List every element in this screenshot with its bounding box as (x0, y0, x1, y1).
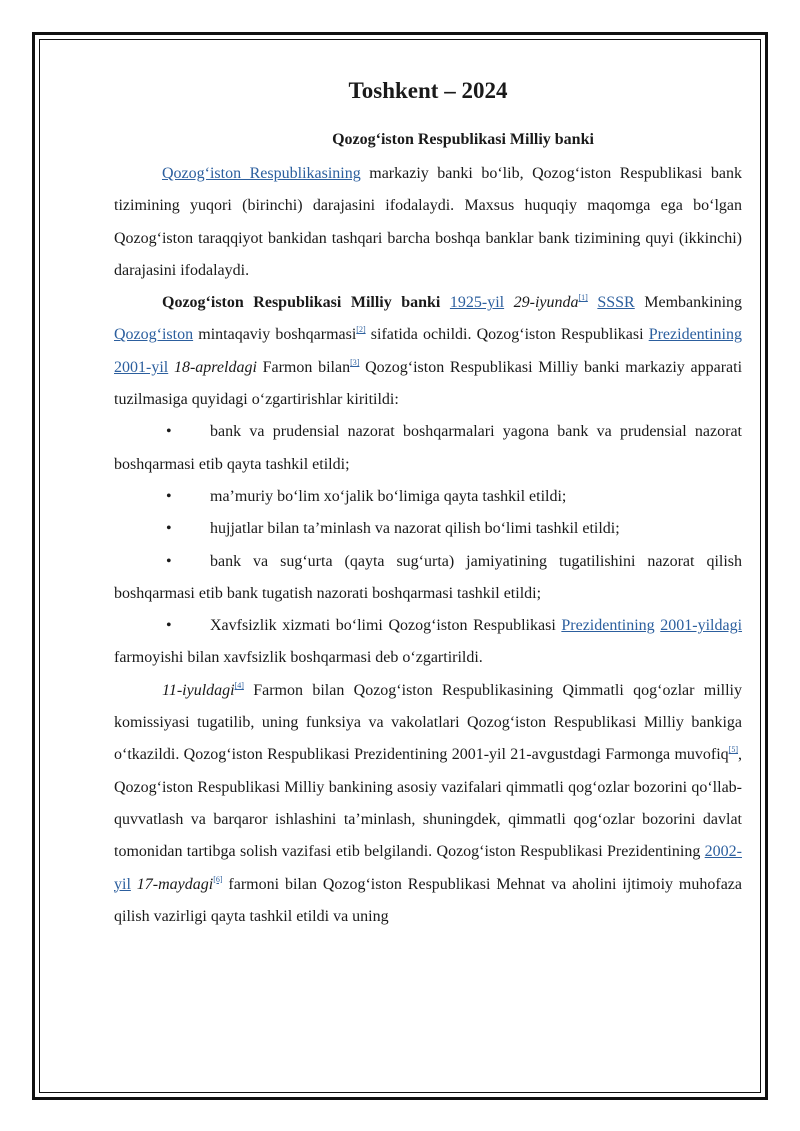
paragraph-text: mintaqaviy boshqarmasi (193, 326, 357, 344)
link-year-2001-alt[interactable]: 2001-yildagi (660, 617, 743, 635)
list-item (114, 513, 742, 545)
link-sssr[interactable]: SSSR (597, 294, 635, 312)
footnote-ref-3[interactable]: [3] (350, 357, 360, 367)
bullet-icon: • (166, 520, 172, 538)
list-item (114, 481, 742, 513)
list-item-text: farmoyishi bilan xavfsizlik boshqarmasi deb o‘zgartirildi. (114, 649, 483, 667)
link-kazakhstan[interactable]: Qozog‘iston (114, 326, 194, 344)
date-april-18: 18-apreldagi (173, 358, 257, 376)
paragraph-text: sifatida ochildi. Qozog‘iston Respublikasi (365, 326, 649, 344)
page-title: Toshkent – 2024 (348, 78, 508, 103)
paragraph-intro-text: markaziy banki bo‘lib, Qozog‘iston Respublikasi bank tizimining yuqori (birinchi) darajasini ifodalaydi. Maxsus huquqiy maqomga ega bo‘lgan Qozog‘iston taraqqiyot bankidan tashqari barcha boshqa banklar bank tizimining quyi (ikkinchi) darajasini ifodalaydi. (114, 165, 742, 279)
date-may-17: 17-maydagi (136, 875, 214, 893)
paragraph-text: Membankining (634, 294, 743, 312)
paragraph-text: , Qozog‘iston Respublikasi Milliy bankining asosiy vazifalari qimmatli qog‘ozlar bozorini qo‘llab-quvvatlash va barqaror ishlashini ta’minlash, shuningdek, qimmatli qog‘ozlar bozorini davlat tomonidan tartibga solish vazifasi etib belgilandi. Qozog‘iston Respublikasi Prezidentining (114, 746, 742, 861)
list-item-text: hujjatlar bilan ta’minlash va nazorat qilish bo‘limi tashkil etildi; (210, 520, 620, 538)
bank-name-bold: Qozog‘iston Respublikasi Milliy banki (162, 294, 441, 312)
document-body (114, 74, 742, 933)
section-heading: Qozog‘iston Respublikasi Milliy banki (332, 131, 594, 148)
paragraph-text: Farmon bilan Qozog‘iston Respublikasining Qimmatli qog‘ozlar milliy komissiyasi tugatilib, uning funksiya va vakolatlari Qozog‘iston Respublikasi Milliy bankiga o‘tkazildi. Qozog‘iston Respublikasi Prezidentining 2001-yil 21-avgustdagi Farmonga muvofiq (114, 681, 742, 764)
link-kazakhstan-republic[interactable]: Qozog‘iston Respublikasining (162, 165, 361, 182)
paragraph-text: Farmon bilan (256, 358, 351, 376)
link-year-2002[interactable]: 2002-yil (114, 843, 742, 893)
footnote-ref-2[interactable]: [2] (356, 325, 366, 335)
date-july-11: 11-iyuldagi (162, 681, 235, 699)
list-item-text: bank va prudensial nazorat boshqarmalari yagona bank va prudensial nazorat boshqarmasi etib qayta tashkil etildi; (114, 423, 742, 473)
link-president[interactable]: Prezidentining (648, 326, 742, 344)
bullet-icon: • (166, 487, 172, 505)
paragraph-text: farmoni bilan Qozog‘iston Respublikasi Mehnat va aholini ijtimoiy muhofaza qilish vazirligi qayta tashkil etildi va uning (114, 875, 743, 925)
paragraph-commission (114, 675, 742, 933)
list-item-text: ma’muriy bo‘lim xo‘jalik bo‘limiga qayta tashkil etildi; (210, 487, 567, 505)
list-item-text: bank va sug‘urta (qayta sug‘urta) jamiyatining tugatilishini nazorat qilish boshqarmasi etib bank tugatish nazorati boshqarmasi tashkil etildi; (114, 552, 742, 602)
footnote-ref-4[interactable]: [4] (234, 680, 244, 690)
paragraph-text: Qozog‘iston Respublikasi Milliy banki markaziy apparati tuzilmasiga quyidagi o‘zgartirishlar kiritildi: (114, 358, 743, 409)
footnote-ref-5[interactable]: [5] (728, 745, 738, 755)
footnote-ref-1[interactable]: [1] (578, 293, 588, 303)
date-june-29: 29-iyunda (513, 294, 579, 312)
paragraph-history (114, 287, 742, 416)
paragraph-intro (114, 158, 742, 287)
list-item (114, 546, 742, 611)
link-year-2001[interactable]: 2001-yil (114, 358, 169, 376)
list-item (114, 610, 742, 675)
bullet-icon: • (166, 617, 172, 635)
link-president[interactable]: Prezidentining (561, 617, 655, 635)
list-item (114, 416, 742, 481)
list-item-text: Xavfsizlik xizmati bo‘limi Qozog‘iston Respublikasi (210, 617, 562, 635)
bullet-icon: • (166, 552, 172, 570)
footnote-ref-6[interactable]: [6] (213, 874, 223, 884)
link-year-1925[interactable]: 1925-yil (449, 294, 505, 312)
bullet-icon: • (166, 423, 172, 441)
